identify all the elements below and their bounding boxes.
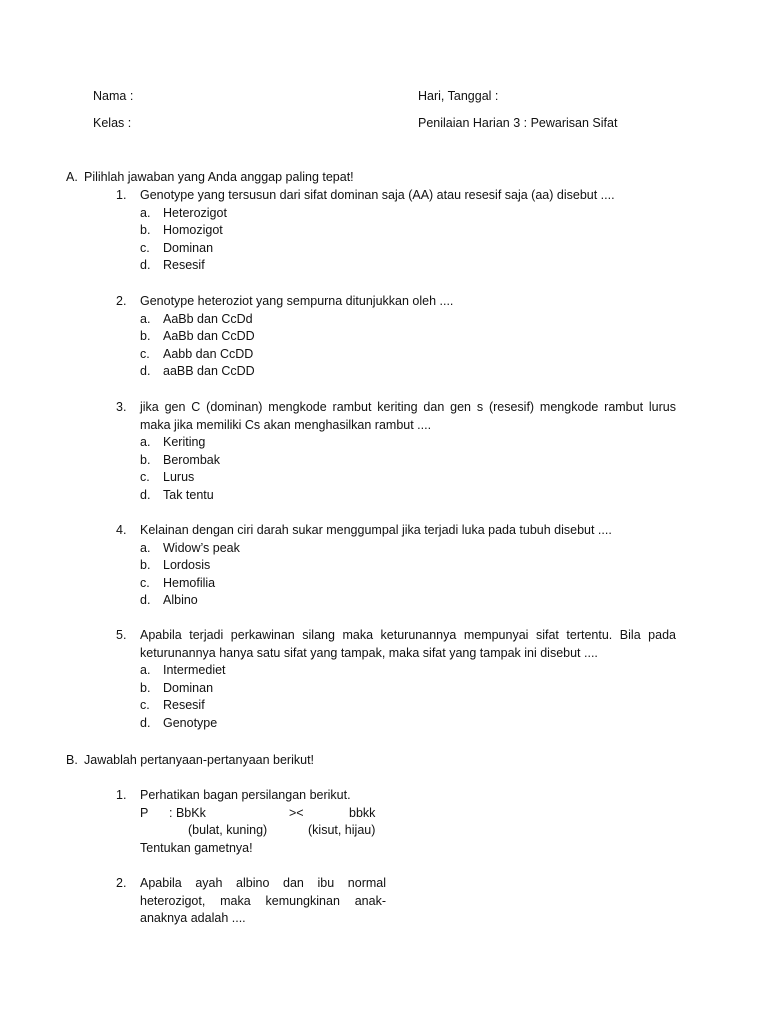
cross-parents-row xyxy=(140,805,676,823)
option-letter: a. xyxy=(140,205,151,220)
question-number: 3. xyxy=(116,400,127,414)
cross-phenotype-row xyxy=(140,822,676,840)
option-list xyxy=(116,434,676,504)
option-d[interactable] xyxy=(116,363,676,381)
option-text: Albino xyxy=(163,593,198,608)
option-letter: c. xyxy=(140,346,150,361)
question-number: 5. xyxy=(116,628,127,642)
question-text: jika gen C (dominan) mengkode rambut keriting dan gen s (resesif) mengkode rambut lurus maka jika memiliki Cs akan menghasilkan rambut .... xyxy=(140,400,676,432)
option-text: Lurus xyxy=(163,470,195,485)
section-a-letter: A. xyxy=(66,170,78,184)
question-text: Genotype heteroziot yang sempurna ditunjukkan oleh .... xyxy=(140,294,454,308)
question-task: Tentukan gametnya! xyxy=(140,840,253,855)
nama-label: Nama : xyxy=(93,89,134,103)
option-letter: c. xyxy=(140,698,150,713)
option-text: Resesif xyxy=(163,698,205,713)
question-number: 1. xyxy=(116,188,127,202)
option-text: Hemofilia xyxy=(163,575,216,590)
option-letter: c. xyxy=(140,470,150,485)
option-c[interactable] xyxy=(116,575,676,593)
option-letter: d. xyxy=(140,487,151,502)
option-letter: d. xyxy=(140,258,151,273)
option-b[interactable] xyxy=(116,222,676,240)
option-list xyxy=(116,205,676,275)
question-number: 1. xyxy=(116,788,127,802)
section-a-title: Pilihlah jawaban yang Anda anggap paling tepat! xyxy=(84,170,354,184)
question-a1 xyxy=(116,187,676,275)
question-b1 xyxy=(116,787,676,857)
option-letter: b. xyxy=(140,223,151,238)
option-text: Heterozigot xyxy=(163,205,227,220)
option-list xyxy=(116,540,676,610)
option-text: Lordosis xyxy=(163,558,211,573)
option-d[interactable] xyxy=(116,257,676,275)
question-text: Apabila ayah albino dan ibu normal heterozigot, maka kemungkinan anak-anaknya adalah .... xyxy=(140,876,386,926)
option-list xyxy=(116,662,676,732)
question-a4 xyxy=(116,522,676,610)
question-b2 xyxy=(116,875,676,928)
option-b[interactable] xyxy=(116,452,676,470)
option-letter: c. xyxy=(140,240,150,255)
p-label: P xyxy=(140,805,149,820)
question-text: Apabila terjadi perkawinan silang maka keturunannya mempunyai sifat tertentu. Bila pada keturunannya hanya satu sifat yang tampak, maka sifat yang tampak ini disebut .... xyxy=(140,628,676,660)
section-b-title: Jawablah pertanyaan-pertanyaan berikut! xyxy=(84,753,315,767)
option-b[interactable] xyxy=(116,680,676,698)
option-a[interactable] xyxy=(116,311,676,329)
option-text: AaBb dan CcDd xyxy=(163,311,253,326)
question-number: 2. xyxy=(116,294,127,308)
option-d[interactable] xyxy=(116,487,676,505)
option-list xyxy=(116,311,676,381)
question-number: 2. xyxy=(116,876,127,890)
parent1-genotype: : BbKk xyxy=(169,805,206,820)
question-text: Genotype yang tersusun dari sifat dominan saja (AA) atau resesif saja (aa) disebut .... xyxy=(140,188,615,202)
option-text: Dominan xyxy=(163,240,214,255)
section-a-heading xyxy=(66,169,354,187)
hari-tanggal-label: Hari, Tanggal : xyxy=(418,89,499,103)
option-a[interactable] xyxy=(116,205,676,223)
question-a3 xyxy=(116,399,676,505)
question-a5 xyxy=(116,627,676,733)
option-text: aaBB dan CcDD xyxy=(163,364,255,379)
option-letter: a. xyxy=(140,311,151,326)
option-a[interactable] xyxy=(116,540,676,558)
option-text: Tak tentu xyxy=(163,487,214,502)
option-letter: b. xyxy=(140,558,151,573)
option-c[interactable] xyxy=(116,240,676,258)
option-letter: c. xyxy=(140,575,150,590)
option-text: Berombak xyxy=(163,452,220,467)
section-b-heading xyxy=(66,752,314,770)
option-letter: d. xyxy=(140,364,151,379)
option-letter: d. xyxy=(140,715,151,730)
penilaian-label: Penilaian Harian 3 : Pewarisan Sifat xyxy=(418,116,618,130)
option-text: Keriting xyxy=(163,435,206,450)
option-letter: b. xyxy=(140,680,151,695)
section-b-letter: B. xyxy=(66,753,78,767)
option-text: Genotype xyxy=(163,715,218,730)
option-letter: b. xyxy=(140,329,151,344)
question-a2 xyxy=(116,293,676,381)
option-b[interactable] xyxy=(116,557,676,575)
kelas-label: Kelas : xyxy=(93,116,132,130)
option-c[interactable] xyxy=(116,469,676,487)
parent2-genotype: bbkk xyxy=(349,805,376,820)
option-letter: a. xyxy=(140,540,151,555)
option-d[interactable] xyxy=(116,592,676,610)
question-text: Kelainan dengan ciri darah sukar menggumpal jika terjadi luka pada tubuh disebut .... xyxy=(140,523,612,537)
parent2-phenotype: (kisut, hijau) xyxy=(308,823,376,838)
question-intro: Perhatikan bagan persilangan berikut. xyxy=(140,788,351,802)
option-text: Widow’s peak xyxy=(163,540,240,555)
option-a[interactable] xyxy=(116,662,676,680)
option-c[interactable] xyxy=(116,346,676,364)
option-letter: d. xyxy=(140,593,151,608)
option-text: Aabb dan CcDD xyxy=(163,346,254,361)
option-letter: b. xyxy=(140,452,151,467)
cross-symbol: >< xyxy=(289,805,304,820)
option-letter: a. xyxy=(140,435,151,450)
option-text: Dominan xyxy=(163,680,214,695)
option-text: Homozigot xyxy=(163,223,223,238)
option-letter: a. xyxy=(140,663,151,678)
question-number: 4. xyxy=(116,523,127,537)
option-a[interactable] xyxy=(116,434,676,452)
option-c[interactable] xyxy=(116,697,676,715)
option-d[interactable] xyxy=(116,715,676,733)
parent1-phenotype: (bulat, kuning) xyxy=(188,823,268,838)
option-text: AaBb dan CcDD xyxy=(163,329,255,344)
option-text: Intermediet xyxy=(163,663,226,678)
option-text: Resesif xyxy=(163,258,205,273)
option-b[interactable] xyxy=(116,328,676,346)
